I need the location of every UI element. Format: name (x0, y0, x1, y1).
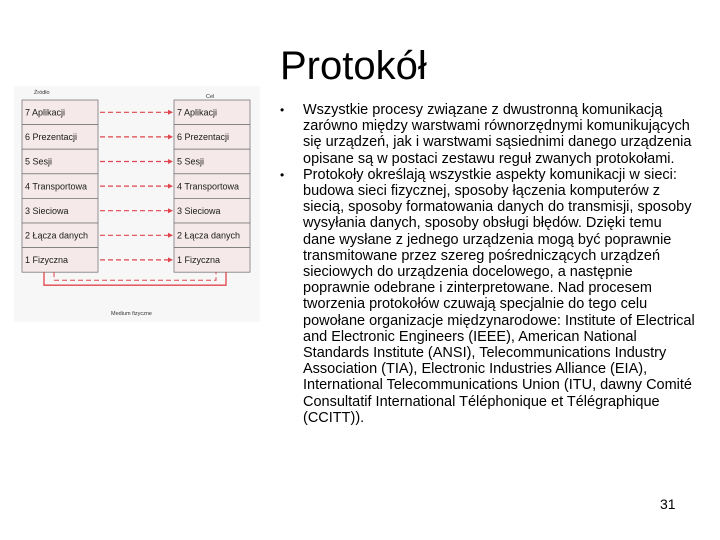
source-layer-label: 6 Prezentacji (25, 132, 78, 143)
source-label: Źródło (34, 90, 50, 96)
destination-layer-label: 5 Sesji (177, 156, 205, 167)
bullet-text: Protokoły określają wszystkie aspekty komunikacji w sieci: budowa sieci fizycznej, sposoby łączenia komputerów z siecią, sposoby formatowania danych do transmisji, sposoby wysyłania danych, sposoby obsługi błędów. Dzięki temu dane wysłane z jednego urządzenia mogą być poprawnie transmitowane przez szereg pośredniczących urządzeń sieciowych do urządzenia docelowego, a następnie poprawnie odebrane i zinterpretowane. Nad procesem tworzenia protokołów czuwają specjalnie do tego celu powołane organizacje międzynarodowe: Institute of Electrical and Electronic Engineers (IEEE), American National Standards Institute (ANSI), Telecommunications Industry Association (TIA), Electronic Industries Alliance (EIA), International Telecommunications Union (ITU, dawny Comité Consultatif International Téléphonique et Télégraphique (CCITT)). (303, 166, 695, 426)
bullet-dot-icon: • (280, 167, 285, 182)
destination-layer-label: 4 Transportowa (177, 181, 240, 192)
bullet-item (275, 102, 695, 167)
source-layer-label: 3 Sieciowa (25, 205, 69, 216)
destination-layer-label: 6 Prezentacji (177, 132, 230, 143)
osi-model-diagram (14, 86, 260, 322)
destination-layer-label: 1 Fizyczna (177, 255, 221, 266)
bullet-list (275, 102, 695, 426)
source-layer-label: 4 Transportowa (25, 181, 88, 192)
medium-label: Medium fizyczne (111, 311, 152, 317)
source-layer-label: 2 Łącza danych (25, 230, 89, 241)
source-layer-label: 1 Fizyczna (25, 255, 69, 266)
bullet-dot-icon: • (280, 103, 285, 117)
destination-label: Cel (206, 94, 215, 100)
slide-title: Protokół (280, 44, 427, 88)
destination-layer-label: 2 Łącza danych (177, 230, 241, 241)
destination-layer-label: 7 Aplikacji (177, 107, 218, 118)
source-layer-label: 5 Sesji (25, 156, 53, 167)
destination-layer-label: 3 Sieciowa (177, 205, 221, 216)
bullet-item (275, 167, 695, 426)
page-number: 31 (660, 496, 676, 512)
source-layer-label: 7 Aplikacji (25, 107, 66, 118)
bullet-text: Wszystkie procesy związane z dwustronną komunikacją zarówno między warstwami równorzędnymi komunikujących się urządzeń, jak i warstwami sąsiednimi danego urządzenia opisane są w postaci zestawu reguł zwanych protokołami. (303, 102, 692, 167)
